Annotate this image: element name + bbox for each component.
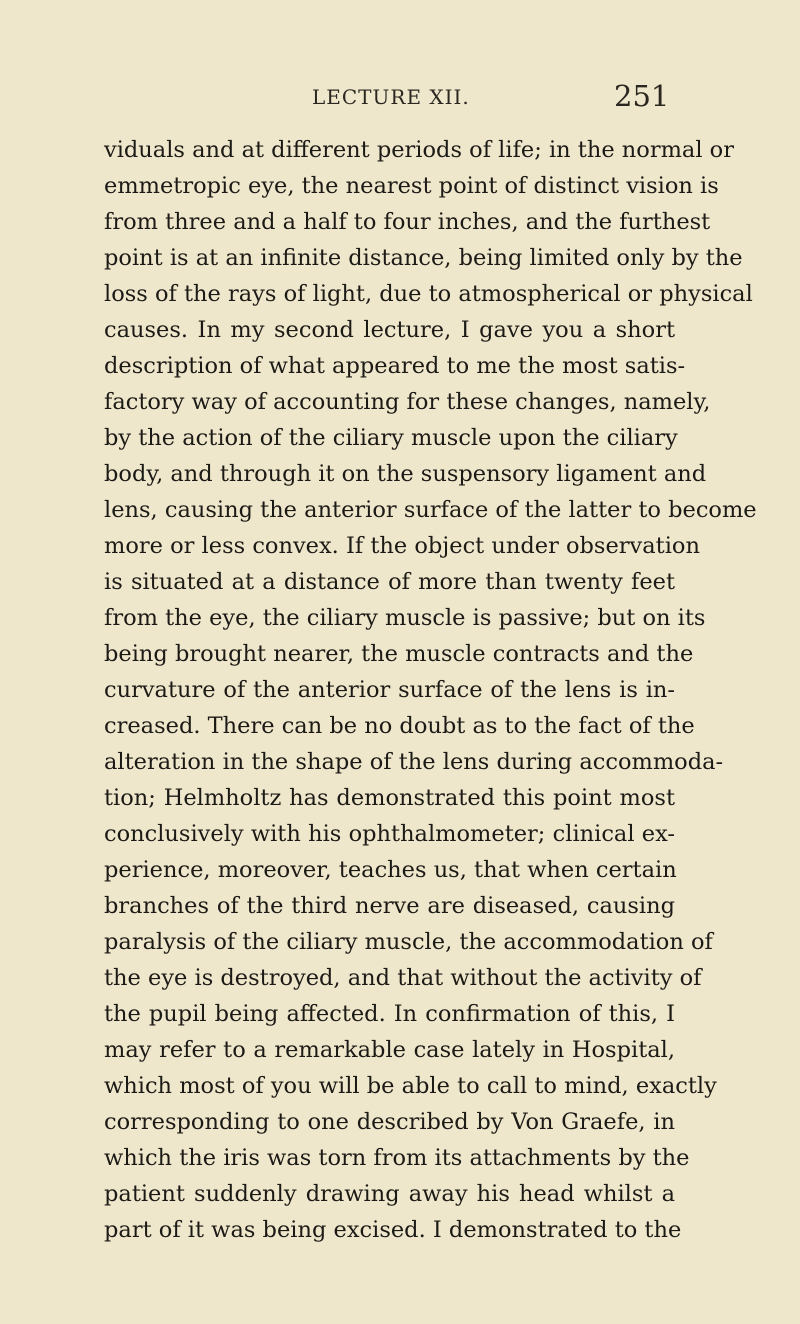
running-title: LECTURE XII. bbox=[312, 85, 470, 109]
text-line: emmetropic eye, the nearest point of distinct vision is bbox=[104, 173, 719, 199]
text-line: creased. There can be no doubt as to the fact of the bbox=[104, 713, 695, 739]
text-line: part of it was being excised. I demonstrated to the bbox=[104, 1217, 682, 1243]
text-line: perience, moreover, teaches us, that when certain bbox=[104, 857, 677, 883]
page-number: 251 bbox=[614, 79, 670, 113]
text-line: which the iris was torn from its attachments by the bbox=[104, 1145, 690, 1171]
text-line: curvature of the anterior surface of the lens is in- bbox=[104, 677, 675, 703]
text-line: by the action of the ciliary muscle upon the ciliary bbox=[104, 425, 678, 451]
text-line: body, and through it on the suspensory ligament and bbox=[104, 461, 707, 487]
text-line: description of what appeared to me the most satis- bbox=[104, 353, 686, 379]
text-line: corresponding to one described by Von Graefe, in bbox=[104, 1109, 675, 1135]
text-line: causes. In my second lecture, I gave you a short bbox=[104, 317, 675, 343]
text-line: viduals and at different periods of life; in the normal or bbox=[104, 137, 734, 163]
text-line: tion; Helmholtz has demonstrated this point most bbox=[104, 785, 675, 811]
text-line: factory way of accounting for these changes, namely, bbox=[104, 389, 711, 415]
text-line: the pupil being affected. In confirmation of this, I bbox=[104, 1001, 675, 1027]
text-line: which most of you will be able to call to mind, exactly bbox=[104, 1073, 717, 1099]
text-line: is situated at a distance of more than twenty feet bbox=[104, 569, 675, 595]
text-line: may refer to a remarkable case lately in Hospital, bbox=[104, 1037, 675, 1063]
text-line: being brought nearer, the muscle contracts and the bbox=[104, 641, 694, 667]
text-line: lens, causing the anterior surface of the latter to become bbox=[104, 497, 757, 523]
text-line: more or less convex. If the object under observation bbox=[104, 533, 700, 559]
text-line: patient suddenly drawing away his head whilst a bbox=[104, 1181, 675, 1207]
text-line: paralysis of the ciliary muscle, the accommodation of bbox=[104, 929, 713, 955]
text-line: branches of the third nerve are diseased, causing bbox=[104, 893, 675, 919]
text-line: the eye is destroyed, and that without the activity of bbox=[104, 965, 702, 991]
text-line: from the eye, the ciliary muscle is passive; but on its bbox=[104, 605, 706, 631]
text-line: conclusively with his ophthalmometer; clinical ex- bbox=[104, 821, 675, 847]
text-line: point is at an infinite distance, being limited only by the bbox=[104, 245, 743, 271]
text-line: from three and a half to four inches, and the furthest bbox=[104, 209, 711, 235]
text-line: alteration in the shape of the lens during accommoda- bbox=[104, 749, 724, 775]
text-line: loss of the rays of light, due to atmospherical or physical bbox=[104, 281, 753, 307]
